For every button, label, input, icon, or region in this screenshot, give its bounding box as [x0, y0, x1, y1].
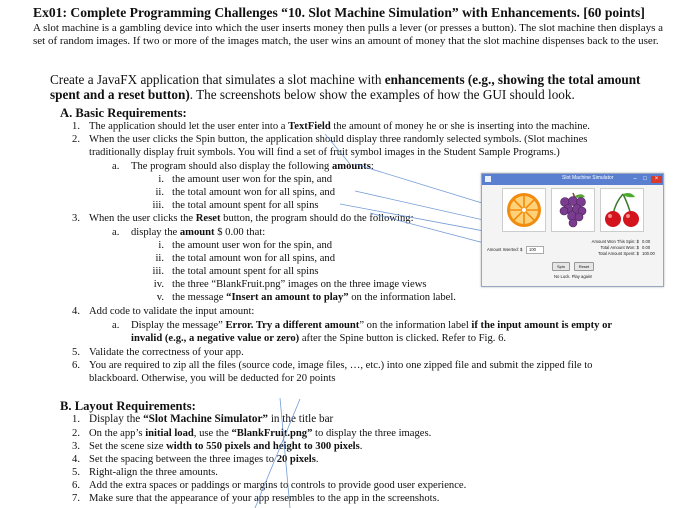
amount-input[interactable]: 100: [526, 246, 544, 254]
a-2a-ii-num: ii.: [155, 187, 164, 198]
a-item2a: The program should also display the following amounts:: [131, 161, 374, 172]
a-2a-iii: the total amount spent for all spins: [172, 200, 319, 211]
a-2a-iii-num: iii.: [152, 200, 164, 211]
a-3a-iii-num: iii.: [152, 266, 164, 277]
won-spin-value: 0.00: [642, 239, 651, 244]
total-won-value: 0.00: [642, 245, 651, 250]
a-item6-number: 6.: [72, 360, 80, 371]
a-item2-line2: traditionally display fruit symbols. You will find a set of fruit symbol images in the Student Sample Programs.): [89, 147, 560, 158]
a-2a-i-num: i.: [158, 174, 164, 185]
a-3a-i: the amount user won for the spin, and: [172, 240, 333, 251]
section-a-heading: A. Basic Requirements:: [60, 106, 187, 120]
fruit-image-1: [502, 188, 546, 232]
a-item1-number: 1.: [72, 121, 80, 132]
section-b-heading: B. Layout Requirements:: [60, 399, 196, 413]
reset-button[interactable]: Reset: [574, 262, 594, 271]
a-item4a-line2: invalid (e.g., a negative value or zero) after the Spine button is clicked. Refer to Fig. 6.: [131, 333, 507, 344]
b-item5-number: 5.: [72, 467, 80, 478]
a-item2a-label: a.: [112, 161, 120, 172]
a-item2-line1: When the user clicks the Spin button, the application should display three randomly selected symbols. (Slot machines: [89, 134, 588, 145]
b-item2-number: 2.: [72, 428, 80, 439]
b-item3-number: 3.: [72, 441, 80, 452]
a-3a-ii: the total amount won for all spins, and: [172, 253, 335, 264]
a-item3: When the user clicks the Reset button, the program should do the following:: [89, 213, 414, 224]
a-2a-ii: the total amount won for all spins, and: [172, 187, 335, 198]
a-item6-line2: blackboard. Otherwise, you will be deducted for 20 points: [89, 373, 336, 384]
b-item7: Make sure that the appearance of your app resembles to the app in the screenshots.: [89, 493, 440, 504]
b-item3: Set the scene size width to 550 pixels and height to 300 pixels.: [89, 441, 363, 452]
a-item3a: display the amount $ 0.00 that:: [131, 227, 266, 238]
a-item3-number: 3.: [72, 213, 80, 224]
a-3a-iv: the three “BlankFruit.png” images on the three image views: [172, 279, 427, 290]
total-spent-label: Total Amount Spent: $: [598, 251, 639, 256]
a-item5: Validate the correctness of your app.: [89, 347, 244, 358]
b-item4-number: 4.: [72, 454, 80, 465]
a-3a-v-num: v.: [156, 292, 164, 303]
won-spin-label: Amount Won This Spin: $: [591, 239, 639, 244]
a-3a-iii: the total amount spent for all spins: [172, 266, 319, 277]
a-item5-number: 5.: [72, 347, 80, 358]
a-2a-i: the amount user won for the spin, and: [172, 174, 333, 185]
a-3a-v: the message “Insert an amount to play” on the information label.: [172, 292, 456, 303]
a-item4a-line1: Display the message” Error. Try a different amount” on the information label if the input amount is empty or: [131, 320, 613, 331]
window-title: Slot Machine Simulator: [562, 175, 614, 181]
a-item2-number: 2.: [72, 134, 80, 145]
page-title: Ex01: Complete Programming Challenges “10. Slot Machine Simulation” with Enhancements. [60 points]: [33, 5, 645, 20]
app-icon: [485, 176, 491, 182]
b-item1-number: 1.: [72, 414, 80, 425]
total-spent-value: 100.00: [642, 251, 655, 256]
total-won-label: Total Amount Won: $: [600, 245, 639, 250]
fruit-image-2: [551, 188, 595, 232]
spin-button[interactable]: Spin: [552, 262, 570, 271]
a-item1: The application should let the user enter into a TextField the amount of money he or she is inserting into the machine.: [89, 121, 590, 132]
a-3a-iv-num: iv.: [153, 279, 164, 290]
minimize-button[interactable]: –: [633, 176, 637, 182]
b-item1: Display the “Slot Machine Simulator” in the title bar: [89, 413, 334, 425]
a-item4-number: 4.: [72, 306, 80, 317]
fruit-image-3: [600, 188, 644, 232]
cherries-icon: [601, 189, 643, 231]
b-item6: Add the extra spaces or paddings or margins to controls to provide good user experience.: [89, 480, 467, 491]
window-title-bar: [482, 174, 663, 185]
a-item3a-label: a.: [112, 227, 120, 238]
intro-paragraph: A slot machine is a gambling device into which the user inserts money then pulls a lever (or presses a button). The slot machine then displays a set of random images. If two or more of the images match, the user wins an amount of money that the slot machine dispenses back to the user.: [33, 22, 664, 47]
a-item4a-label: a.: [112, 320, 120, 331]
info-message-label: No Luck. Play again!: [554, 274, 593, 279]
b-item4: Set the spacing between the three images to 20 pixels.: [89, 454, 319, 465]
close-button[interactable]: ×: [651, 176, 662, 183]
a-item6-line1: You are required to zip all the files (source code, image files, …, etc.) into one zipped file and submit the zipped file to: [89, 360, 593, 371]
maximize-button[interactable]: □: [643, 176, 647, 182]
amount-inserted-label: Amount Inserted: $: [487, 247, 523, 252]
a-3a-i-num: i.: [158, 240, 164, 251]
a-item4: Add code to validate the input amount:: [89, 306, 255, 317]
orange-icon: [503, 189, 545, 231]
slot-machine-window: [481, 173, 664, 287]
grapes-icon: [552, 189, 594, 231]
b-item5: Right-align the three amounts.: [89, 467, 218, 478]
task-paragraph: Create a JavaFX application that simulates a slot machine with enhancements (e.g., showing the total amount spent and a reset button). The screenshots below show the examples of how the GUI should look.: [50, 72, 641, 103]
b-item7-number: 7.: [72, 493, 80, 504]
b-item2: On the app’s initial load, use the “BlankFruit.png” to display the three images.: [89, 428, 432, 439]
b-item6-number: 6.: [72, 480, 80, 491]
a-3a-ii-num: ii.: [155, 253, 164, 264]
